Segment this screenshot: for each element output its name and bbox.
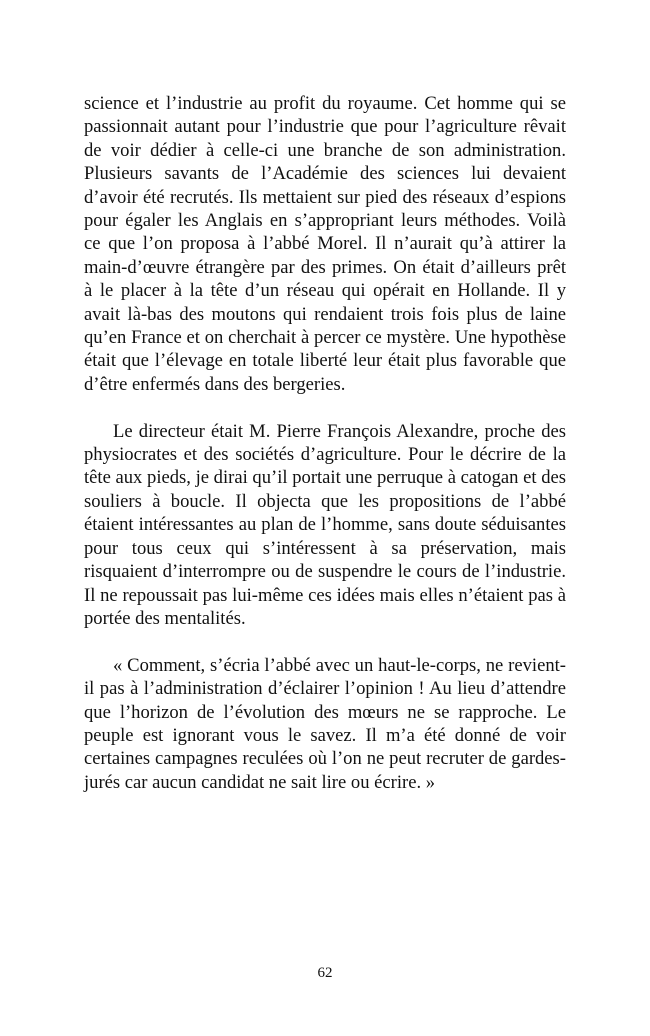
paragraph-3: « Comment, s’écria l’abbé avec un haut-le-corps, ne revient-il pas à l’administration d’éclairer l’opinion ! Au lieu d’attendre que l’horizon de l’évolution des mœurs ne se rapproche. Le peuple est ignorant vous le savez. Il m’a été donné de voir certaines campagnes reculées où l’on ne peut recruter de gardes-jurés car aucun candidat ne sait lire ou écrire. »	[84, 654, 566, 793]
page-number: 62	[317, 965, 333, 981]
body-text	[84, 92, 566, 794]
paragraph-2: Le directeur était M. Pierre François Alexandre, proche des physiocrates et des sociétés d’agriculture. Pour le décrire de la tête aux pieds, je dirai qu’il portait une perruque à catogan et des souliers à boucle. Il objecta que les propositions de l’abbé étaient intéressantes au plan de l’homme, sans doute séduisantes pour tous ceux qui s’intéressent à sa préservation, mais risquaient d’interrompre ou de suspendre le cours de l’industrie. Il ne repoussait pas lui-même ces idées mais elles n’étaient pas à portée des mentalités.	[84, 420, 566, 629]
paragraph-1: science et l’industrie au profit du royaume. Cet homme qui se passionnait autant pour l’industrie que pour l’agriculture rêvait de voir dédier à celle-ci une branche de son administration. Plusieurs savants de l’Académie des sciences lui devaient d’avoir été recrutés. Ils mettaient sur pied des réseaux d’espions pour égaler les Anglais en s’appropriant leurs méthodes. Voilà ce que l’on proposa à l’abbé Morel. Il n’aurait qu’à attirer la main-d’œuvre étrangère par des primes. On était d’ailleurs prêt à le placer à la tête d’un réseau qui opérait en Hollande. Il y avait là-bas des moutons qui rendaient trois fois plus de laine qu’en France et on cherchait à percer ce mystère. Une hypothèse était que l’élevage en totale liberté leur était plus favorable que d’être enfermés dans des bergeries.	[84, 93, 566, 395]
